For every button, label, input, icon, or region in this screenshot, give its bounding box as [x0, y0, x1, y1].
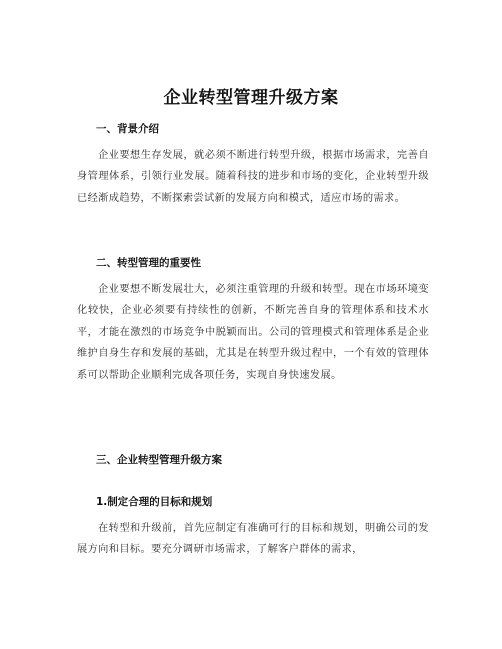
section-heading-importance: 二、转型管理的重要性	[96, 257, 201, 269]
section-heading-plan: 三、企业转型管理升级方案	[96, 454, 222, 466]
subsection-heading-goals: 1.制定合理的目标和规划	[96, 496, 213, 508]
section-heading-background: 一、背景介绍	[96, 123, 159, 135]
document-title: 企业转型管理升级方案	[163, 88, 339, 108]
section-paragraph-background: 企业要想生存发展，就必须不断进行转型升级，根据市场需求，完善自身管理体系，引领行业发展。随着科技的进步和市场的变化，企业转型升级已经渐成趋势，不断探索尝试新的发展方向和模式，适应市场的需求。	[77, 150, 429, 204]
section-paragraph-importance: 企业要想不断发展壮大，必须注重管理的升级和转型。现在市场环境变化较快，企业必须要有持续性的创新，不断完善自身的管理体系和技术水平，才能在激烈的市场竞争中脱颖而出。公司的管理模式和管理体系是企业维护自身生存和发展的基础，尤其是在转型升级过程中，一个有效的管理体系可以帮助企业顺利完成各项任务，实现自身快速发展。	[77, 284, 429, 381]
subsection-paragraph-goals: 在转型和升级前，首先应制定有准确可行的目标和规划，明确公司的发展方向和目标。要充分调研市场需求，了解客户群体的需求，	[77, 523, 429, 556]
